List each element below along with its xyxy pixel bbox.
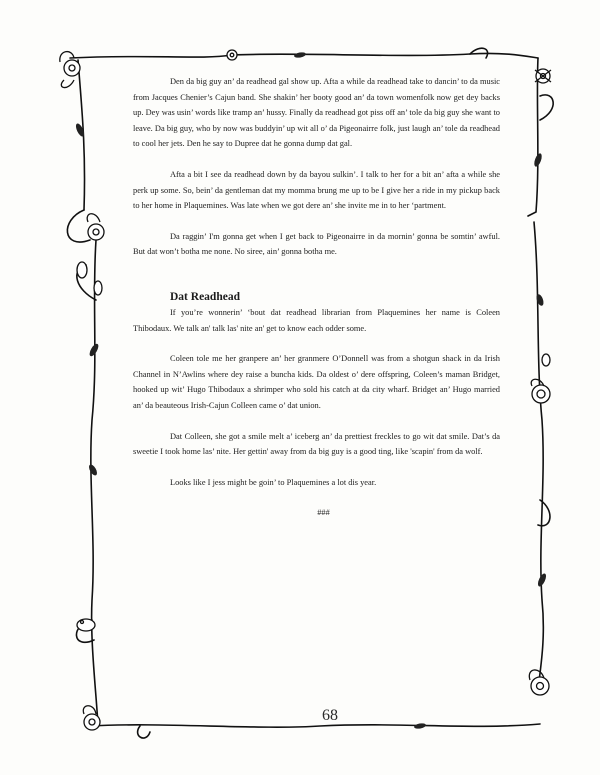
- flower-top-center: [227, 50, 237, 60]
- page-number: 68: [322, 707, 338, 724]
- paragraph: Afta a bit I see da readhead down by da bayou sulkin’. I talk to her for a bit an’ afta a while she perk up some. So, bein’ da gentleman dat my momma brung me up to be I give her a ride in my pickup back to her home in Plaquemines. Was late when we got dere an’ she invite me in to her ‘partment.: [133, 169, 500, 211]
- flower-left-middle: [87, 214, 104, 240]
- tendril: [538, 500, 550, 526]
- leaf: [535, 293, 545, 306]
- section-heading: Dat Readhead: [170, 290, 240, 303]
- paragraph: Den da big guy an’ da readhead gal show up. Afta a while da readhead take to dancin’ to da music from Jacques Chenier’s Cajun band. She shakin’ her booty good an’ da town womenfolk now get dey backs up. Dey was usin’ words like tramp an’ hussy. Finally da readhead got piss off an’ tole da big guy she want to leave. Da big guy, who by now was buddyin’ up wit all o’ da Pigeonairre folk, just laugh an’ tole da readhead to cool her jets. Den he say to Dupree dat he gonna dump dat gal.: [133, 77, 500, 149]
- paragraph: Dat Colleen, she got a smile melt a’ iceberg an’ da prettiest freckles to go wit dat smile. Dat’s da sweetie I took home las’ nite. Her gettin' away from da big guy is a good ting, like 'scapin' from da wolf.: [133, 431, 500, 457]
- bud-right: [542, 354, 550, 366]
- flower-bottom-right: [529, 670, 549, 695]
- bud-left: [77, 262, 102, 295]
- leaf: [294, 51, 307, 58]
- paragraph: Coleen tole me her granpere an’ her granmere O’Donnell was from a shotgun shack in da Irish Channel in N’Awlins where dey raise a buncha kids. Da oldest o’ dere offspring, Coleen’s maman Bridget, hooked up wit’ Hugo Thibodaux a shrimper who sold his catch at da city wharf. Bridget an’ Hugo married an’ da beauteous Irish-Cajun Colleen came o’ dat union.: [133, 354, 500, 410]
- left-vine-lower: [91, 240, 98, 725]
- paragraph: If you’re wonnerin’ ‘bout dat readhead librarian from Plaquemines her name is Coleen Thibodaux. We talk an' talk las' nite an' get to know each odder some.: [133, 307, 500, 333]
- leaf: [414, 722, 427, 729]
- tendril: [67, 210, 90, 242]
- leaf: [533, 152, 543, 167]
- end-mark: ###: [317, 508, 330, 518]
- tendril: [138, 726, 150, 738]
- frog-shape-left: [77, 619, 95, 631]
- paragraph: Da raggin’ I'm gonna get when I get back to Pigeonairre in da mornin’ gonna be somtin’ awful. But dat won’t botha me none. No siree, ain’ gonna botha me.: [133, 231, 500, 257]
- flower-right-middle: [531, 379, 550, 403]
- leaf: [87, 463, 98, 476]
- right-vine-lower: [534, 222, 543, 690]
- page-body: [133, 74, 500, 521]
- paragraph: Looks like I jess might be goin’ to Plaquemines a lot dis year.: [170, 477, 377, 487]
- right-vine-upper: [528, 58, 538, 216]
- tendril: [540, 95, 553, 120]
- flower-top-right: [535, 69, 551, 83]
